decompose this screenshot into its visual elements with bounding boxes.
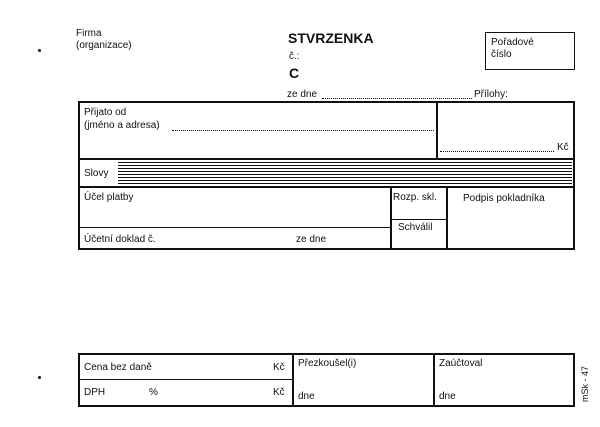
- prijato-od-field[interactable]: [172, 130, 434, 131]
- bottom-divider-1: [292, 354, 294, 406]
- rozp-skl-label: Rozp. skl.: [393, 192, 437, 203]
- organizace-label: (organizace): [76, 40, 132, 51]
- ucel-bottom-line: [79, 227, 390, 228]
- ucetni-ze-dne-label: ze dne: [296, 234, 327, 245]
- zauctoval-dne-label: dne: [439, 391, 456, 402]
- rozp-right-divider: [446, 187, 448, 249]
- cislo-word-label: číslo: [491, 49, 512, 60]
- schvalil-label: Schválil: [398, 222, 433, 233]
- binder-hole-top: [38, 49, 41, 52]
- header-ze-dne-field[interactable]: [322, 98, 472, 99]
- firma-label: Firma: [76, 28, 102, 39]
- amount-field[interactable]: [440, 151, 554, 152]
- zauctoval-label: Zaúčtoval: [439, 358, 483, 369]
- row-divider-2: [79, 186, 574, 188]
- bottom-left-row-divider: [79, 379, 292, 380]
- cislo-label: č.:: [289, 51, 300, 62]
- header-ze-dne-label: ze dne: [287, 89, 318, 100]
- ucel-platby-label: Účel platby: [84, 192, 134, 203]
- poradove-cislo-box[interactable]: [485, 32, 575, 70]
- form-title: STVRZENKA: [288, 30, 374, 46]
- kc-label: Kč: [557, 142, 569, 153]
- prijato-od-label: Přijato od: [84, 107, 127, 118]
- prilohy-label: Přílohy:: [474, 89, 508, 100]
- bottom-divider-2: [433, 354, 435, 406]
- prezkousel-dne-label: dne: [298, 391, 315, 402]
- cena-kc-label: Kč: [273, 362, 285, 373]
- poradove-label: Pořadové: [491, 37, 534, 48]
- slovy-field[interactable]: [118, 162, 572, 184]
- series-letter: C: [289, 65, 300, 81]
- podpis-pokladnika-label: Podpis pokladníka: [463, 193, 545, 204]
- cena-bez-dane-label: Cena bez daně: [84, 362, 152, 373]
- dph-percent-label: %: [149, 387, 158, 398]
- ucetni-doklad-label: Účetní doklad č.: [84, 234, 156, 245]
- dph-kc-label: Kč: [273, 387, 285, 398]
- dph-label: DPH: [84, 387, 106, 398]
- binder-hole-bottom: [38, 376, 41, 379]
- row-divider-1: [79, 158, 574, 160]
- form-code: mSk - 47: [580, 365, 590, 402]
- rozp-left-divider: [390, 187, 392, 249]
- prijato-amount-divider: [436, 102, 438, 159]
- jmeno-adresa-label: (jméno a adresa): [84, 120, 160, 131]
- prezkousel-label: Přezkoušel(i): [298, 358, 357, 369]
- slovy-label: Slovy: [84, 168, 109, 179]
- rozp-schvalil-divider: [391, 219, 447, 220]
